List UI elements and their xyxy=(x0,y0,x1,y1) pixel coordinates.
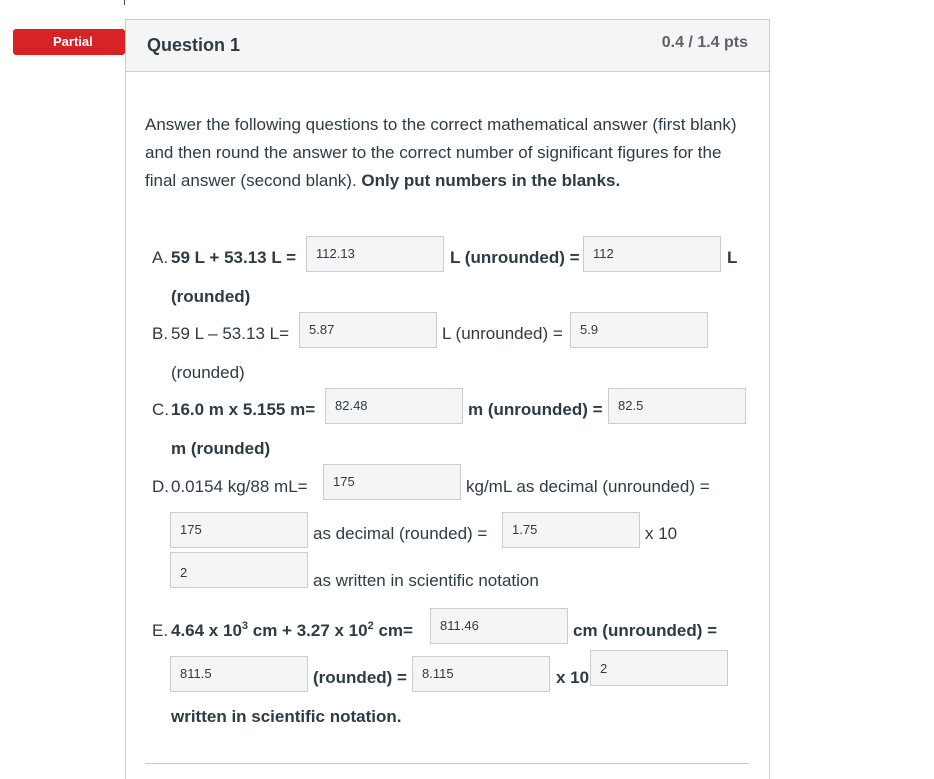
part-e-expression xyxy=(171,621,413,641)
part-b-answer-rounded[interactable]: 5.9 xyxy=(570,312,708,348)
instructions-text: Answer the following questions to the correct mathematical answer (first blank) and then round the answer to the correct number of significant figures for the final answer (second blank). xyxy=(145,115,737,190)
part-d-answer-decimal-unrounded[interactable]: 175 xyxy=(170,512,308,548)
question-title: Question 1 xyxy=(147,35,241,55)
part-e-answer-rounded[interactable]: 811.5 xyxy=(170,656,308,692)
part-e-rounded-label: (rounded) = xyxy=(313,668,407,687)
part-a-expression: 59 L + 53.13 L = xyxy=(171,248,297,267)
part-a-rounded-label: (rounded) xyxy=(171,287,251,306)
part-e-answer-scientific[interactable]: 8.115 xyxy=(412,656,550,692)
part-b-rounded-label: (rounded) xyxy=(171,363,245,382)
part-d-times-ten: x 10 xyxy=(645,524,678,543)
part-e-times-ten: x 10 xyxy=(556,668,590,687)
part-a-unrounded-label: L (unrounded) = xyxy=(450,248,580,267)
part-c-answer-unrounded[interactable]: 82.48 xyxy=(325,388,463,424)
part-e-expr-c: cm= xyxy=(373,621,413,640)
part-c-answer-rounded[interactable]: 82.5 xyxy=(608,388,746,424)
part-b-expression: 59 L – 53.13 L= xyxy=(171,324,290,343)
page-tick-mark xyxy=(124,0,125,5)
part-e-expr-a: 4.64 x 10 xyxy=(171,621,242,640)
part-e-unrounded-label: cm (unrounded) = xyxy=(573,621,718,640)
part-a-answer-rounded[interactable]: 112 xyxy=(583,236,721,272)
part-d-answer-unrounded[interactable]: 175 xyxy=(323,464,461,500)
part-e-exp-b: 2 xyxy=(367,620,374,632)
part-e-answer-unrounded[interactable]: 811.46 xyxy=(430,608,568,644)
part-e-exp-a: 3 xyxy=(241,620,249,632)
part-a-answer-unrounded[interactable]: 112.13 xyxy=(306,236,444,272)
part-e-scientific-label: written in scientific notation. xyxy=(171,707,402,726)
divider xyxy=(145,763,749,764)
part-c-rounded-label: m (rounded) xyxy=(171,439,271,458)
part-d-rounded-label: as decimal (rounded) = xyxy=(313,524,488,543)
part-e-answer-exponent[interactable]: 2 xyxy=(590,650,728,686)
part-d-answer-exponent[interactable]: 2 xyxy=(170,552,308,588)
question-header xyxy=(126,20,769,72)
part-c-unrounded-label: m (unrounded) = xyxy=(468,400,603,419)
partial-score-badge: Partial xyxy=(13,29,123,55)
question-instructions xyxy=(145,111,745,195)
part-e-expr-b: cm + 3.27 x 10 xyxy=(248,621,368,640)
part-c-prefix: C. xyxy=(152,400,169,419)
part-b-prefix: B. xyxy=(152,324,169,343)
question-points: 0.4 / 1.4 pts xyxy=(661,34,748,51)
part-b-answer-unrounded[interactable]: 5.87 xyxy=(299,312,437,348)
instructions-bold: Only put numbers in the blanks. xyxy=(361,171,621,190)
part-d-prefix: D. xyxy=(152,477,169,496)
part-a-unit: L xyxy=(727,248,738,267)
part-a-prefix: A. xyxy=(152,248,169,267)
part-d-expression: 0.0154 kg/88 mL= xyxy=(171,477,308,496)
part-d-answer-decimal-rounded[interactable]: 1.75 xyxy=(502,512,640,548)
part-c-expression: 16.0 m x 5.155 m= xyxy=(171,400,316,419)
part-b-unrounded-label: L (unrounded) = xyxy=(442,324,563,343)
part-d-scientific-label: as written in scientific notation xyxy=(313,571,539,590)
part-e-prefix: E. xyxy=(152,621,169,640)
part-d-unrounded-label: kg/mL as decimal (unrounded) = xyxy=(466,477,710,496)
